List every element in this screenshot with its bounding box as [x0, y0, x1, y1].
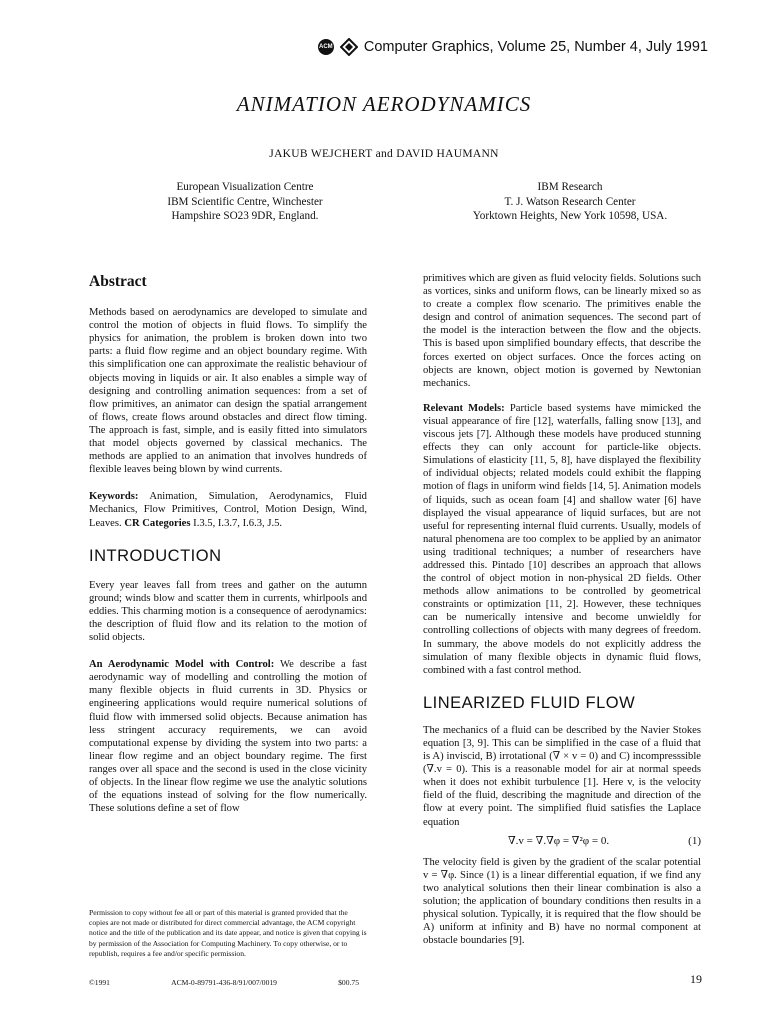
abstract-heading: Abstract [89, 273, 147, 290]
linear-paragraph-1: The mechanics of a fluid can be described by the Navier Stokes equation [3, 9]. This can be simplified in the case of a fluid that is A) inviscid, B) irrotational (∇ × v = 0) and C) incompresssible (∇.v = 0). This is a reasonable model for air at normal speeds when it does not exhibit turbulence [1]. Here v, is the velocity field of the fluid, describing the magnitude and direction of the flow at every point. The simplified fluid satisfies the Laplace equation [423, 724, 701, 828]
author-line [0, 148, 768, 160]
page-number: 19 [690, 972, 702, 986]
relevant-models-label: Relevant Models: [423, 402, 505, 414]
keywords-text: Animation, Simulation, Aerodynamics, Fluid Mechanics, Flow Primitives, Control, Motion Design, Wind, Leaves. [89, 491, 367, 529]
relevant-models-paragraph [423, 402, 701, 677]
keywords-paragraph [89, 490, 367, 529]
intro-paragraph-2-text: We describe a fast aerodynamic way of modelling and controlling the motion of many flexible objects in fluid currents in 3D. Physics or engineering applications would require numerical solutions of fluid flow with immersed solid objects. Because animation has less stringent accuracy requirements, we can avoid computational expense by dividing the system into two parts: a linear flow regime and an object boundary regime. The first ranges over all space and the second is used in the close vicinity of objects. In the linear flow regime we use the analytic solutions of the equations instead of solving for the flow numerically. These solutions define a set of flow [89, 659, 367, 815]
intro-paragraph-1: Every year leaves fall from trees and gather on the autumn ground; winds blow and scatter them in currents, whirlpools and eddies. This charming motion is a consequence of aerodynamics: the description of fluid flow and its relation to the motion of solid objects. [89, 579, 367, 644]
price: $00.75 [338, 978, 359, 987]
paper-title: ANIMATION AERODYNAMICS [236, 92, 532, 116]
equation-1 [423, 835, 701, 848]
acm-logo-icon: ACM [318, 39, 334, 55]
cr-label: CR Categories [124, 517, 191, 529]
permission-notice: Permission to copy without fee all or part of this material is granted provided that the copies are not made or distributed for direct commercial advantage, the ACM copyright notice and the title of the publication and its date appear, and notice is given that copying is by permission of the Association for Computing Machinery. To copy otherwise, or to republish, requires a fee and/or specific permission. [89, 908, 367, 958]
right-column [423, 272, 701, 947]
journal-citation: Computer Graphics, Volume 25, Number 4, July 1991 [363, 39, 708, 55]
relevant-models-text: Particle based systems have mimicked the visual appearance of fire [12], waterfalls, falling snow [13], and viscous jets [7]. Although these models have produced stunning effects they can only account for particle-like objects. Simulations of elasticity [11, 5, 8], have displayed the flexibility of individual objects; related models could exhibit the flapping motion of flags in uniform wind fields [14, 5]. Animation models of liquids, such as ocean foam [4] and shallow water [6] have displayed the visual appearance of liquid surfaces, but are not useful for representing internal fluid currents. Usually, models of natural phenomena are too complex to be applied by an animator using traditional techniques; a number of researchers have addressed this. Pintado [10] describes an approach that allows the control of object motion in non-physical 2D fields. Other methods allow animations to be controlled by geometrical constraints or optimization [11, 2]. However, these techniques can be numerically intensive and become unwieldly for controlling collections of objects with many degrees of freedom. In summary, the above models do not explicitly address the simulation of many flexible objects in dynamic fluid flows, combined with a fast control method. [423, 402, 701, 676]
linear-paragraph-2: The velocity field is given by the gradient of the scalar potential v = ∇φ. Since (1) is a linear differential equation, if we find any two analytical solutions then their linear combination is also a solution; the application of boundary conditions then results in a physical solution. Typically, it is required that the flow should be A) uniform at infinity and B) have no normal component at obstacle boundaries [9]. [423, 856, 701, 947]
affiliation-right [420, 180, 720, 224]
author-conj: and [375, 148, 394, 160]
equation-number: (1) [688, 834, 701, 847]
linearized-fluid-flow-heading: LINEARIZED FLUID FLOW [423, 693, 636, 712]
affiliation-line: T. J. Watson Research Center [504, 195, 636, 208]
journal-header [318, 38, 708, 56]
author-1: JAKUB WEJCHERT [269, 148, 373, 160]
left-column [89, 275, 367, 815]
keywords-label: Keywords: [89, 491, 139, 503]
introduction-heading: INTRODUCTION [89, 546, 222, 565]
affiliation-line: Hampshire SO23 9DR, England. [171, 210, 319, 222]
affiliation-line: IBM Research [537, 181, 603, 193]
intro-paragraph-2 [89, 658, 367, 815]
equation-text: ∇.v = ∇.∇φ = ∇²φ = 0. [508, 834, 610, 847]
author-2: DAVID HAUMANN [396, 148, 499, 160]
affiliation-line: IBM Scientific Centre, Winchester [167, 195, 323, 208]
intro-paragraph-2-label: An Aerodynamic Model with Control: [89, 659, 275, 671]
cr-text: I.3.5, I.3.7, I.6.3, J.5. [193, 517, 283, 529]
siggraph-logo-icon [340, 38, 358, 56]
acm-identifier: ACM-0-89791-436-8/91/007/0019 [171, 978, 277, 987]
right-paragraph-1: primitives which are given as fluid velocity fields. Solutions such as vortices, sinks and uniform flows, can be linearly mixed so as to create a complex flow scenario. The primitives enable the design and control of animation sequences. The second part of the model is the interaction between the flow and the objects. This is based upon simplified boundary effects, that describe the forces exerted on object surfaces. Once the forces acting on objects are known, object motion is governed by Newtonian mechanics. [423, 273, 701, 389]
footer-line [89, 978, 359, 987]
abstract-body: Methods based on aerodynamics are developed to simulate and control the motion of objects in fluid flows. To simplify the physics for animation, the problem is broken down into two parts: a fluid flow regime and an object boundary regime. With this simplification one can approximate the realistic behaviour of objects moving in liquids or air. It also enables a simple way of designing and controlling animation sequences: from a set of flow primitives, an animator can design the spatial arrangement of flows, create flows around obstacles and direct flow timing. The approach is fast, simple, and is easily fitted into simulators that model objects governed by classical mechanics. The methods are applied to an animation that involves hundreds of flexible leaves being blown by wind currents. [89, 307, 367, 476]
affiliation-left [90, 180, 400, 224]
affiliation-line: Yorktown Heights, New York 10598, USA. [472, 210, 668, 222]
affiliation-line: European Visualization Centre [176, 181, 314, 193]
copyright-year: ©1991 [89, 978, 110, 987]
